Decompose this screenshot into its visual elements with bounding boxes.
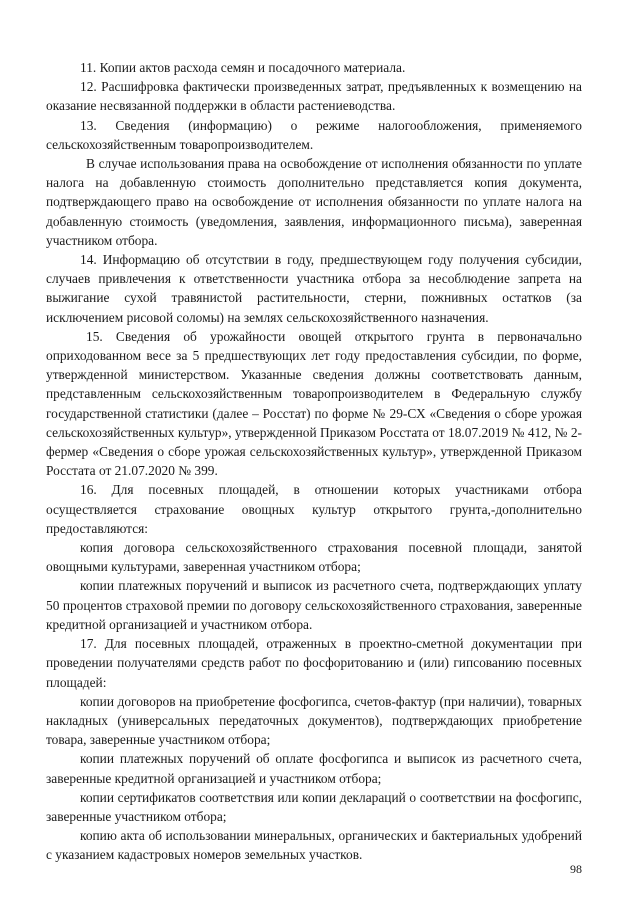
paragraph-16: 16. Для посевных площадей, в отношении которых участниками отбора осуществляется страхование овощных культур открытого грунта,-дополнительно предоставляются: <box>46 482 582 536</box>
paragraph-17-item-2: копии платежных поручений об оплате фосфогипса и выписок из расчетного счета, заверенные кредитной организацией и участником отбора; <box>46 751 582 786</box>
paragraph-12: 12. Расшифровка фактически произведенных затрат, предъявленных к возмещению на оказание несвязанной поддержки в области растениеводства. <box>46 79 582 114</box>
paragraph-17-item-4: копию акта об использовании минеральных, органических и бактериальных удобрений с указанием кадастровых номеров земельных участков. <box>46 828 582 863</box>
paragraph-16-item-2: копии платежных поручений и выписок из расчетного счета, подтверждающих уплату 50 процентов страховой премии по договору сельскохозяйственного страхования, заверенные кредитной организацией и участником отбора. <box>46 578 582 632</box>
paragraph-16-item-1: копия договора сельскохозяйственного страхования посевной площади, занятой овощными культурами, заверенная участником отбора; <box>46 540 582 575</box>
paragraph-11: 11. Копии актов расхода семян и посадочного материала. <box>80 60 406 75</box>
paragraph-17-item-1: копии договоров на приобретение фосфогипса, счетов-фактур (при наличии), товарных накладных (универсальных передаточных документов), подтверждающих приобретение товара, заверенные участником отбора; <box>46 693 582 748</box>
paragraph-17-item-3: копии сертификатов соответствия или копии деклараций о соответствии на фосфогипс, заверенные участником отбора; <box>46 789 582 824</box>
paragraph-15: 15. Сведения об урожайности овощей открытого грунта в первоначально оприходованном весе за 5 предшествующих лет году предоставления субсидии, по форме, утвержденной министерством. Указанные сведения должны соответствовать данным, представленным сельскохозяйственным товаропроизводителем в Федеральную службу государственной статистики (далее – Росстат) по форме № 29-СХ «Сведения о сборе урожая сельскохозяйственных культур», утвержденной Приказом Росстата от 18.07.2019 № 412, № 2-фермер «Сведения о сборе урожая сельскохозяйственных культур», утвержденной Приказом Росстата от 21.07.2020 № 399. <box>46 328 582 479</box>
paragraph-13: 13. Сведения (информацию) о режиме налогообложения, применяемого сельскохозяйственным товаропроизводителем. <box>46 117 582 152</box>
paragraph-14: 14. Информацию об отсутствии в году, предшествующем году получения субсидии, случаев привлечения к ответственности участника отбора за несоблюдение запрета на выжигание сухой травянистой растительности, стерни, пожнивных остатков (за исключением рисовой соломы) на землях сельскохозяйственного назначения. <box>46 252 582 325</box>
paragraph-17: 17. Для посевных площадей, отраженных в проектно-сметной документации при проведении получателями средств работ по фосфоритованию и (или) гипсованию посевных площадей: <box>46 636 582 690</box>
paragraph-13-vat-exemption: В случае использования права на освобождение от исполнения обязанности по уплате налога на добавленную стоимость дополнительно представляется копия документа, подтверждающего право на освобождение от исполнения обязанности по уплате налога на добавленную стоимость (уведомления, заявления, информационного письма), заверенная участником отбора. <box>46 156 582 248</box>
page-number: 98 <box>570 862 582 876</box>
document-body <box>46 58 582 865</box>
